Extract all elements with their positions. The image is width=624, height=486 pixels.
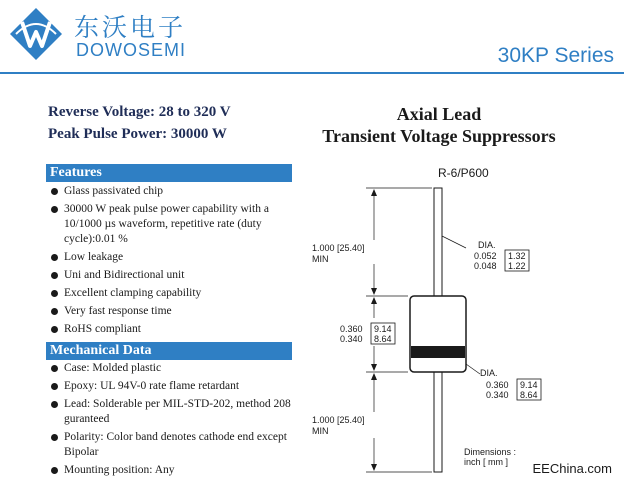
dowosemi-logo-icon	[8, 6, 64, 62]
list-item: Uni and Bidirectional unit	[48, 268, 296, 283]
features-heading: Features	[46, 164, 292, 182]
list-item: Epoxy: UL 94V-0 rate flame retardant	[48, 379, 296, 394]
brand-chinese-name: 东沃电子	[74, 13, 187, 42]
list-item: 30000 W peak pulse power capability with a 10/1000 µs waveform, repetitive rate (duty cycle):0.01 %	[48, 202, 296, 247]
series-title: 30KP Series	[497, 44, 614, 67]
list-item: Glass passivated chip	[48, 184, 296, 199]
list-item: Excellent clamping capability	[48, 286, 296, 301]
bottom-lead	[434, 372, 442, 472]
list-item: Lead: Solderable per MIL-STD-202, method 208 guranteed	[48, 397, 296, 427]
reverse-voltage-spec: Reverse Voltage: 28 to 320 V	[48, 104, 231, 120]
brand-english-name: DOWOSEMI	[76, 40, 186, 60]
cathode-band	[411, 346, 465, 358]
lead-dia-label: DIA.	[478, 240, 496, 250]
list-item: Case: Molded plastic	[48, 361, 296, 376]
lead-dia-max-mm: 1.32	[508, 251, 526, 261]
product-title-line1: Axial Lead	[396, 104, 482, 124]
product-title-line2: Transient Voltage Suppressors	[322, 126, 556, 146]
body-dia-label: DIA.	[480, 368, 498, 378]
package-outline-diagram	[312, 160, 600, 480]
bottom-lead-min: MIN	[312, 426, 329, 436]
dimensions-units: inch [ mm ]	[464, 457, 509, 467]
body-dia-min-mm: 8.64	[520, 390, 538, 400]
dimensions-note: Dimensions :	[464, 447, 517, 457]
source-watermark: EEChina.com	[532, 461, 612, 476]
top-lead-length: 1.000 [25.40]	[312, 243, 365, 253]
mechanical-data-list	[48, 361, 296, 481]
features-list	[48, 184, 296, 340]
body-dia-max: 0.360	[486, 380, 509, 390]
top-lead-min: MIN	[312, 254, 329, 264]
lead-dia-min: 0.048	[474, 261, 497, 271]
body-dia-max-mm: 9.14	[520, 380, 538, 390]
mechanical-data-heading: Mechanical Data	[46, 342, 292, 360]
body-len-max: 0.360	[340, 324, 363, 334]
header-divider	[0, 72, 624, 74]
body-len-min: 0.340	[340, 334, 363, 344]
body-len-min-mm: 8.64	[374, 334, 392, 344]
lead-dia-max: 0.052	[474, 251, 497, 261]
list-item: Polarity: Color band denotes cathode end except Bipolar	[48, 430, 296, 460]
package-name: R-6/P600	[438, 166, 489, 180]
lead-dia-min-mm: 1.22	[508, 261, 526, 271]
top-lead	[434, 188, 442, 296]
list-item: Low leakage	[48, 250, 296, 265]
component-body	[410, 296, 466, 372]
list-item: RoHS compliant	[48, 322, 296, 337]
body-dia-min: 0.340	[486, 390, 509, 400]
bottom-lead-length: 1.000 [25.40]	[312, 415, 365, 425]
peak-pulse-power-spec: Peak Pulse Power: 30000 W	[48, 126, 227, 142]
body-len-max-mm: 9.14	[374, 324, 392, 334]
list-item: Very fast response time	[48, 304, 296, 319]
list-item: Mounting position: Any	[48, 463, 296, 478]
